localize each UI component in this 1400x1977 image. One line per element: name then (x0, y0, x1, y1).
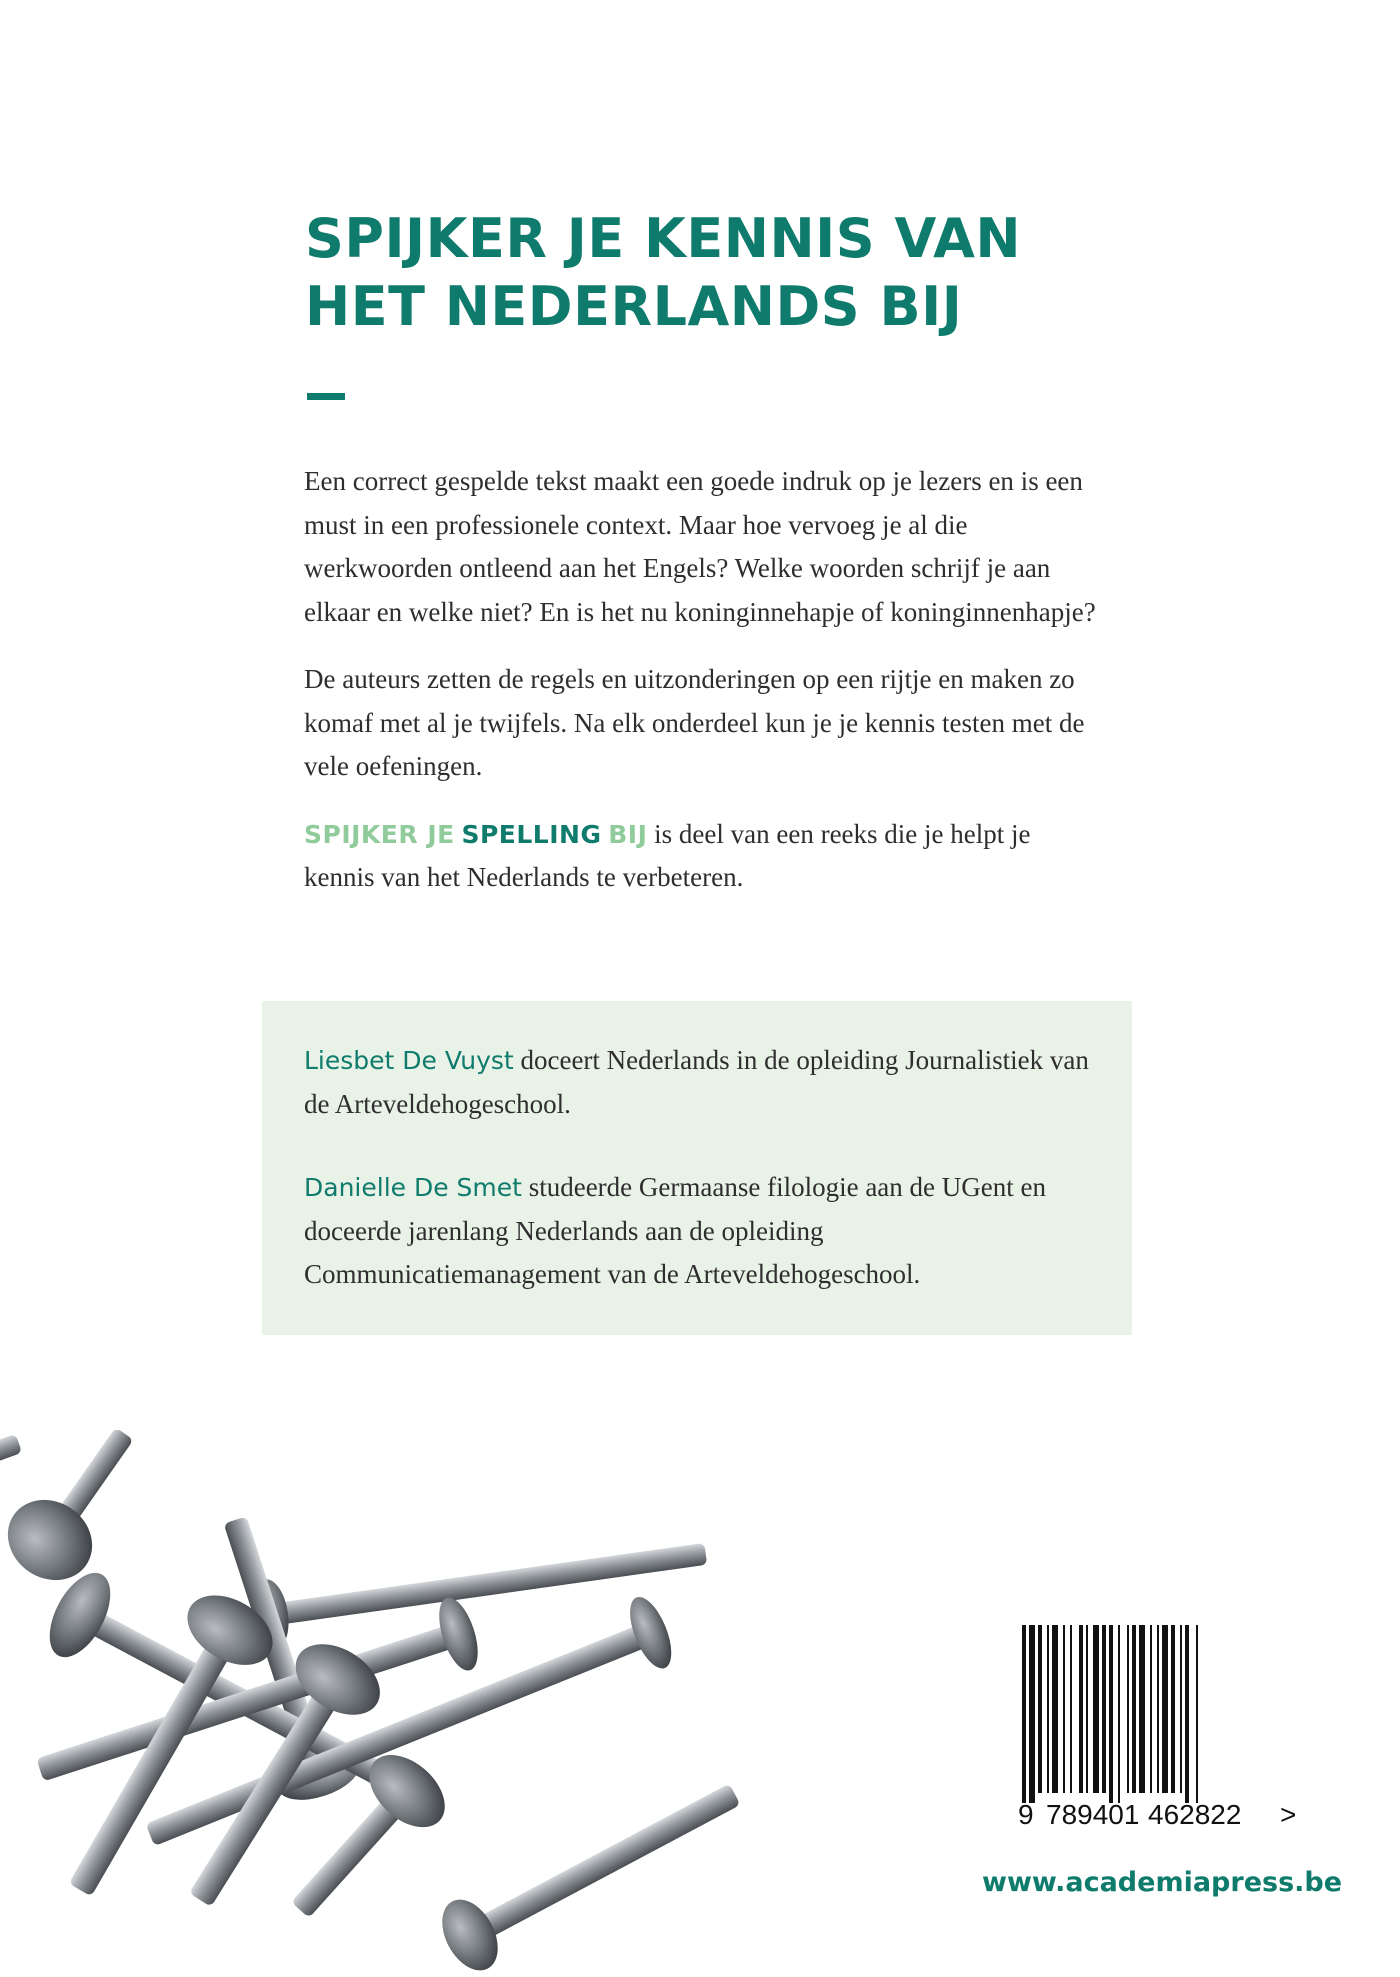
headline (305, 205, 1205, 341)
series-title-part-3: BIJ (608, 819, 648, 849)
publisher-website[interactable]: www.academiapress.be (982, 1867, 1343, 1898)
barcode-quiet-zone-marker: > (1280, 1799, 1297, 1830)
author-description-1: doceert Nederlands in de opleiding Journalistiek van de Arteveldehogeschool. (304, 1045, 1089, 1119)
author-name-2: Danielle De Smet (304, 1173, 522, 1202)
barcode-digits-group-1: 789401 (1046, 1799, 1140, 1830)
author-description-2: studeerde Germaanse filologie aan de UGent en doceerde jarenlang Nederlands aan de opleiding Communicatiemanagement van de Arteveldehogeschool. (304, 1172, 1046, 1289)
author-bios (304, 1039, 1094, 1337)
series-title-part-2: SPELLING (461, 819, 602, 849)
author-box (262, 1001, 1132, 1335)
series-title-part-1: SPIJKER JE (304, 819, 455, 849)
series-paragraph (304, 813, 1104, 900)
headline-line-1: SPIJKER JE KENNIS VAN (305, 207, 1022, 270)
headline-divider (307, 393, 345, 400)
description (304, 460, 1104, 924)
author-bio-2 (304, 1166, 1094, 1297)
headline-line-2: HET NEDERLANDS BIJ (305, 275, 963, 338)
nails-photo (0, 1430, 800, 1977)
series-description: is deel van een reeks die je helpt je kennis van het Nederlands te verbeteren. (304, 818, 1031, 892)
author-bio-1 (304, 1039, 1094, 1126)
barcode-bars (1018, 1625, 1298, 1835)
description-paragraph-2: De auteurs zetten de regels en uitzonderingen op een rijtje en maken zo komaf met al je twijfels. Na elk onderdeel kun je je kennis testen met de vele oefeningen. (304, 664, 1085, 781)
author-name-1: Liesbet De Vuyst (304, 1046, 514, 1075)
barcode-digits-group-2: 462822 (1148, 1799, 1242, 1830)
barcode-lead-digit: 9 (1018, 1799, 1034, 1830)
description-paragraph-1: Een correct gespelde tekst maakt een goede indruk op je lezers en is een must in een professionele context. Maar hoe vervoeg je al die werkwoorden ontleend aan het Engels? Welke woorden schrijf je aan elkaar en welke niet? En is het nu koninginnehapje of koninginnenhapje? (304, 466, 1096, 627)
isbn-barcode (1018, 1625, 1298, 1835)
